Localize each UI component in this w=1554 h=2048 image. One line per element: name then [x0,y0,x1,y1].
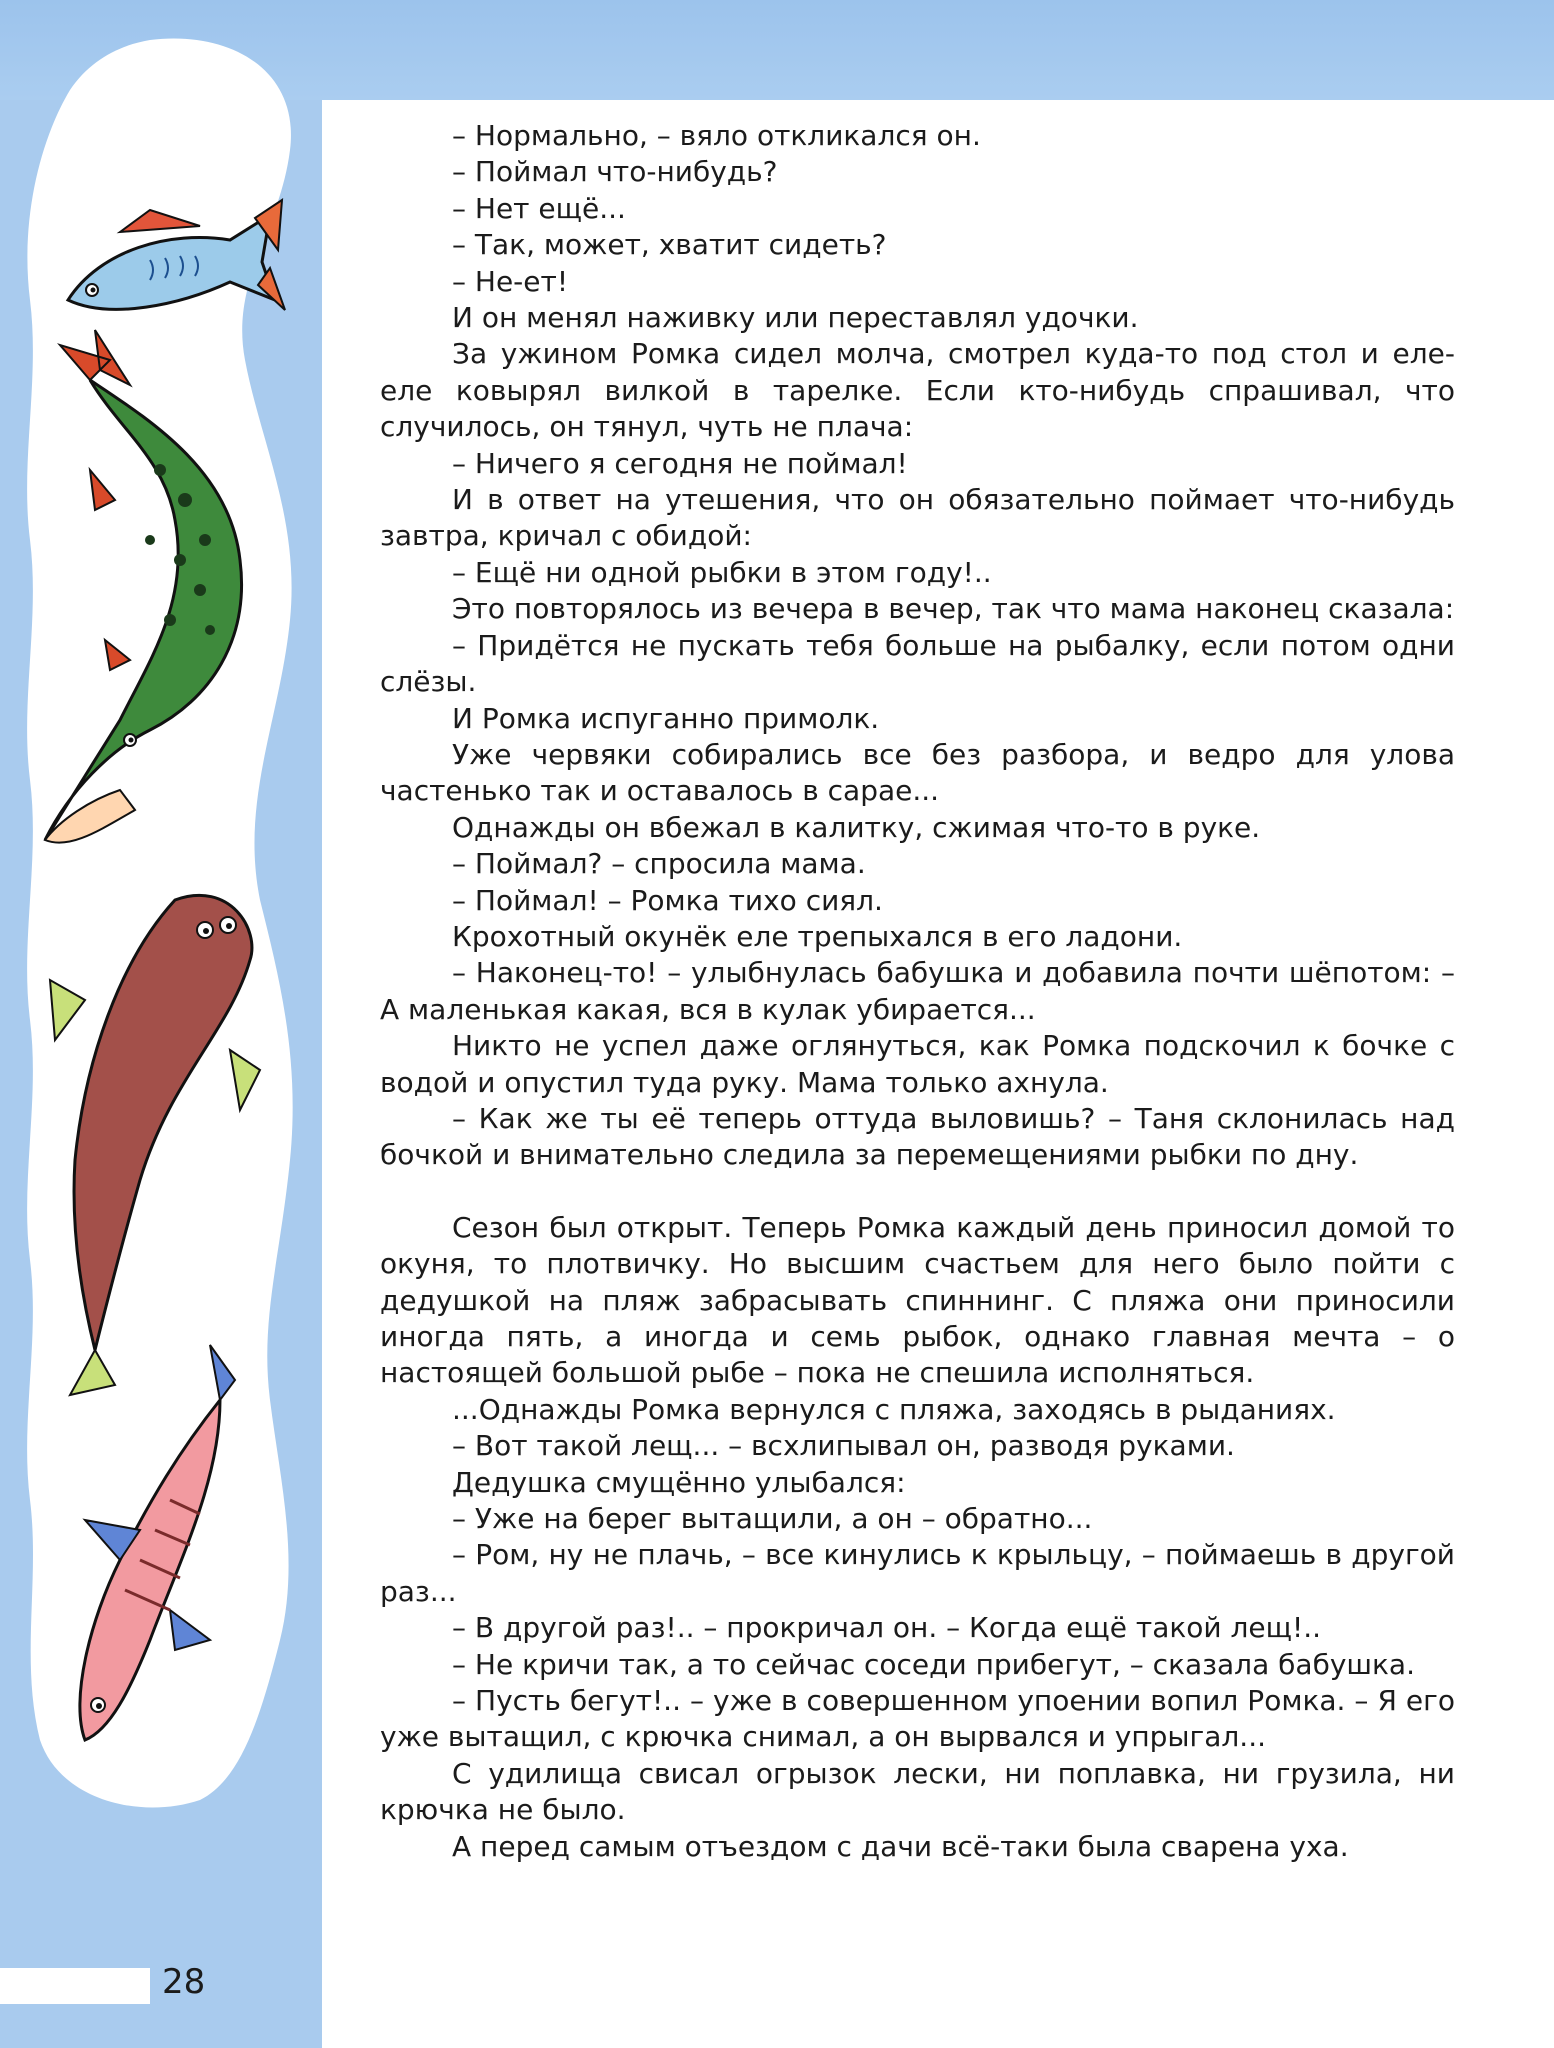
paragraph: Уже червяки собирались все без разбора, и ведро для улова частенько так и оставалось в сарае... [380,737,1455,808]
paragraph: С удилища свисал огрызок лески, ни поплавка, ни грузила, ни крючка не было. [380,1756,1455,1827]
paragraph: Никто не успел даже оглянуться, как Ромка подскочил к бочке с водой и опустил туда руку. Мама только ахнула. [380,1029,1455,1099]
paragraph: А перед самым отъездом с дачи всё-таки была сварена уха. [452,1829,1349,1863]
paragraph: Дедушка смущённо улыбался: [452,1465,906,1499]
section-gap [380,1174,1455,1210]
paragraph: Сезон был открыт. Теперь Ромка каждый день приносил домой то окуня, то плотвичку. Но высшим счастьем для него было пойти с дедушкой на пляж забрасывать спиннинг. С пляжа они приносили иногда пять, а иногда и семь рыбок, однако главная мечта – о настоящей большой рыбе – пока не спешила исполняться. [380,1210,1455,1390]
paragraph: – Наконец-то! – улыбнулась бабушка и добавила почти шёпотом: – А маленькая какая, вся в кулак убирается... [380,956,1455,1026]
paragraph: Крохотный окунёк еле трепыхался в его ладони. [452,919,1183,953]
paragraph: – Не кричи так, а то сейчас соседи прибегут, – сказала бабушка. [452,1647,1415,1681]
story-text [380,118,1455,1865]
paragraph: И он менял наживку или переставлял удочки. [452,301,1139,335]
paragraph: Однажды он вбежал в калитку, сжимая что-то в руке. [452,810,1261,844]
paragraph: Это повторялось из вечера в вечер, так что мама наконец сказала: [452,592,1455,626]
paragraph: – Поймал что-нибудь? [452,155,778,189]
paragraph: – Так, может, хватит сидеть? [452,228,887,262]
paragraph: – Пусть бегут!.. – уже в совершенном упоении вопил Ромка. – Я его уже вытащил, с крючка снимал, а он вырвался и упрыгал... [380,1684,1455,1754]
paragraph: – В другой раз!.. – прокричал он. – Когда ещё такой лещ!.. [452,1611,1322,1645]
paragraph: – Не-ет! [452,264,569,298]
paragraph: – Вот такой лещ... – всхлипывал он, разводя руками. [452,1429,1235,1463]
paragraph: – Ничего я сегодня не поймал! [452,446,908,480]
paragraph: – Поймал? – спросила мама. [452,847,866,881]
page-number-bar [0,1968,150,2004]
paragraph: – Ром, ну не плачь, – все кинулись к крыльцу, – поймаешь в другой раз... [380,1538,1455,1608]
paragraph: – Ещё ни одной рыбки в этом году!.. [452,555,992,589]
paragraph: – Нет ещё... [452,191,626,225]
paragraph: – Придётся не пускать тебя больше на рыбалку, если потом одни слёзы. [380,628,1455,699]
paragraph: – Как же ты её теперь оттуда выловишь? – Таня склонилась над бочкой и внимательно следила за перемещениями рыбки по дну. [380,1101,1455,1172]
paragraph: – Нормально, – вяло откликался он. [452,119,981,152]
fish-illustration-strip [0,0,330,2048]
paragraph: – Уже на берег вытащили, а он – обратно... [452,1502,1093,1536]
paragraph: За ужином Ромка сидел молча, смотрел куда-то под стол и еле-еле ковырял вилкой в тарелке. Если кто-нибудь спрашивал, что случилось, он тянул, чуть не плача: [380,337,1455,444]
page-number: 28 [162,1962,206,2002]
paragraph: И в ответ на утешения, что он обязательно поймает что-нибудь завтра, кричал с обидой: [380,483,1455,553]
paragraph: И Ромка испуганно примолк. [452,701,880,735]
paragraph: ...Однажды Ромка вернулся с пляжа, заходясь в рыданиях. [452,1392,1336,1426]
paragraph: – Поймал! – Ромка тихо сиял. [452,883,883,917]
